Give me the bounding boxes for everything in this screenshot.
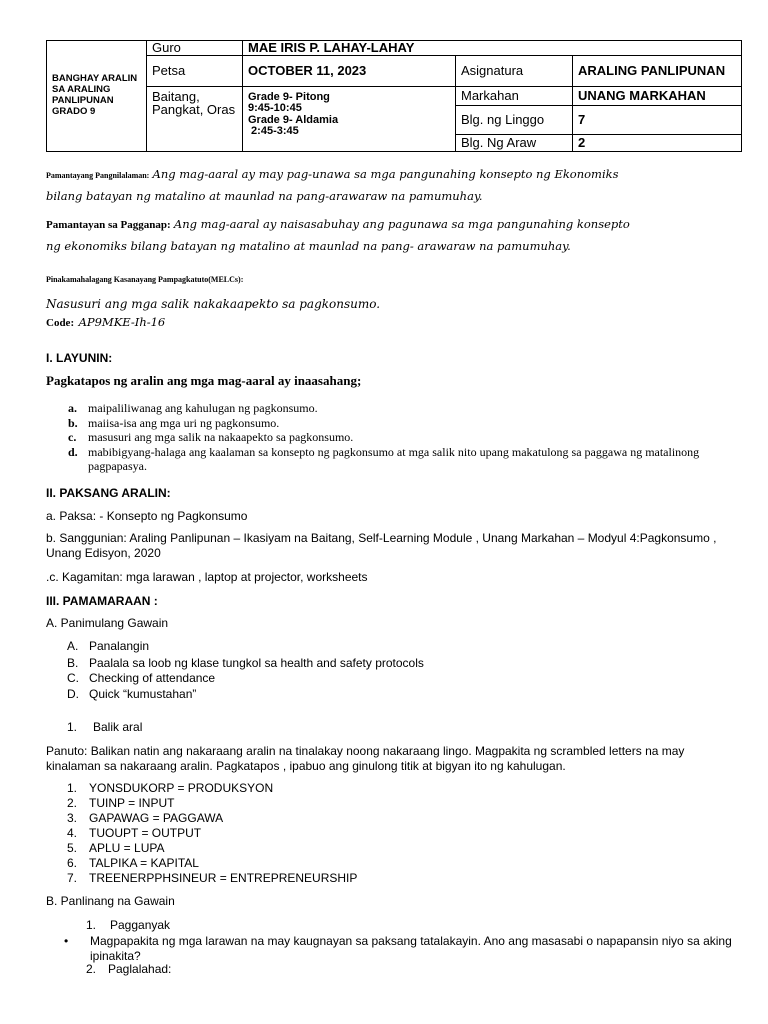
layunin-intro: Pagkatapos ng aralin ang mga mag-aaral ay inaasahang; (46, 373, 362, 388)
scrambled-item: 3. GAPAWAG = PAGGAWA (67, 811, 224, 825)
panimulang-item: B. Paalala sa loob ng klase tungkol sa health and safety protocols (67, 656, 424, 670)
melc-label: Pinakamahalagang Kasanayang Pampagkatuto(MELCs): (46, 275, 244, 284)
kagamitan-line: .c. Kagamitan: mga larawan , laptop at projector, worksheets (46, 570, 368, 584)
linggo-label: Blg. ng Linggo (456, 105, 573, 134)
code-value: AP9MKE-Ih-16 (78, 315, 166, 329)
header-table (46, 40, 742, 152)
melc-block (46, 296, 746, 332)
paksang-aralin-heading: II. PAKSANG ARALIN: (46, 486, 171, 500)
guro-label: Guro (147, 41, 243, 56)
pagganyak-item: 1. Pagganyak (86, 918, 171, 932)
pagganap-text-2: ng ekonomiks bilang batayan ng matalino at maunlad na pang- arawaraw na pamumuhay. (46, 239, 571, 253)
melc-text: Nasusuri ang mga salik nakakaapekto sa pagkonsumo. (46, 297, 381, 311)
sanggunian-line: b. Sanggunian: Araling Panlipunan – Ikasiyam na Baitang, Self-Learning Module , Unang Markahan – Modyul 4:Pagkonsumo , Unang Edisyon, 2020 (46, 531, 717, 560)
petsa-value: OCTOBER 11, 2023 (243, 55, 456, 86)
panimulang-item: C. Checking of attendance (67, 671, 216, 685)
pangnilalaman-text-1: Ang mag-aaral ay may pag-unawa sa mga pangunahing konsepto ng Ekonomiks (152, 167, 619, 181)
bullet-text: Magpapakita ng mga larawan na may kaugnayan sa paksang tatalakayin. Ano ang masasabi o napapansin niyo sa aking ipinakita? (90, 934, 732, 963)
schedule-line-2: 9:45-10:45 (248, 102, 302, 115)
document-title: BANGHAY ARALIN SA ARALING PANLIPUNAN GRADO 9 (47, 41, 147, 152)
araw-value: 2 (573, 134, 742, 151)
schedule-line-1: Grade 9- Pitong (248, 90, 330, 103)
scrambled-item: 1. YONSDUKORP = PRODUKSYON (67, 781, 274, 795)
asignatura-value: ARALING PANLIPUNAN (573, 55, 742, 86)
pagganap-label: Pamantayan sa Pagganap: (46, 219, 171, 231)
petsa-label: Petsa (147, 55, 243, 86)
scrambled-item: 5. APLU = LUPA (67, 841, 165, 855)
panuto-text: Panuto: Balikan natin ang nakaraang aralin na tinalakay noong nakaraang lingo. Magpakita ng scrambled letters na may kinalaman sa nakaraang aralin. Pagkatapos , ipabuo ang ginulong titik at bigyan ito ng kahulugan. (46, 744, 685, 773)
asignatura-label: Asignatura (456, 55, 573, 86)
layunin-item: d. mabibigyang-halaga ang kaalaman sa konsepto ng pagkonsumo at mga salik nito upang makatulong sa paggawa ng matalinong pagpapasya. (68, 444, 700, 473)
layunin-heading: I. LAYUNIN: (46, 351, 113, 365)
pamamaraan-heading: III. PAMAMARAAN : (46, 594, 158, 608)
scrambled-item: 2. TUINP = INPUT (67, 796, 175, 810)
layunin-item: c. masusuri ang mga salik na nakaapekto sa pagkonsumo. (68, 430, 354, 444)
layunin-item: b. maiisa-isa ang mga uri ng pagkonsumo. (68, 415, 280, 430)
markahan-value: UNANG MARKAHAN (573, 86, 742, 105)
paksa-line: a. Paksa: - Konsepto ng Pagkonsumo (46, 509, 248, 523)
guro-value: MAE IRIS P. LAHAY-LAHAY (243, 41, 742, 56)
panimulang-item: A. Panalangin (67, 639, 150, 653)
schedule-line-3: Grade 9- Aldamia (248, 113, 339, 126)
layunin-list (46, 401, 736, 474)
schedule-line-4: 2:45-3:45 (248, 125, 299, 138)
layunin-item: a. maipaliliwanag ang kahulugan ng pagkonsumo. (68, 401, 318, 415)
panlinang-heading: B. Panlinang na Gawain (46, 894, 175, 908)
araw-label: Blg. Ng Araw (456, 134, 573, 151)
scrambled-item: 7. TREENERPPHSINEUR = ENTREPRENEURSHIP (67, 871, 358, 885)
pangnilalaman-label: Pamantayang Pangnilalaman: (46, 171, 150, 180)
paglalahad-item: 2. Paglalahad: (86, 962, 172, 976)
scrambled-item: 4. TUOUPT = OUTPUT (67, 826, 202, 840)
balik-aral-item: 1. Balik aral (67, 720, 143, 734)
bullet-item (64, 934, 744, 963)
pamantayang-pangnilalaman (46, 164, 746, 207)
panimulang-item: D. Quick “kumustahan” (67, 687, 197, 701)
panimulang-gawain-heading: A. Panimulang Gawain (46, 616, 169, 630)
pangnilalaman-text-2: bilang batayan ng matalino at maunlad na pang-arawaraw na pamumuhay. (46, 189, 483, 203)
code-label: Code: (46, 317, 75, 329)
baitang-label: Baitang, Pangkat, Oras (147, 86, 243, 151)
pamantayan-sa-pagganap (46, 214, 746, 257)
schedule-cell (243, 86, 456, 151)
pagganap-text-1: Ang mag-aaral ay naisasabuhay ang pagunawa sa mga pangunahing konsepto (173, 217, 630, 231)
linggo-value: 7 (573, 105, 742, 134)
bullet-dot: • (64, 934, 69, 948)
scrambled-item: 6. TALPIKA = KAPITAL (67, 856, 199, 870)
markahan-label: Markahan (456, 86, 573, 105)
